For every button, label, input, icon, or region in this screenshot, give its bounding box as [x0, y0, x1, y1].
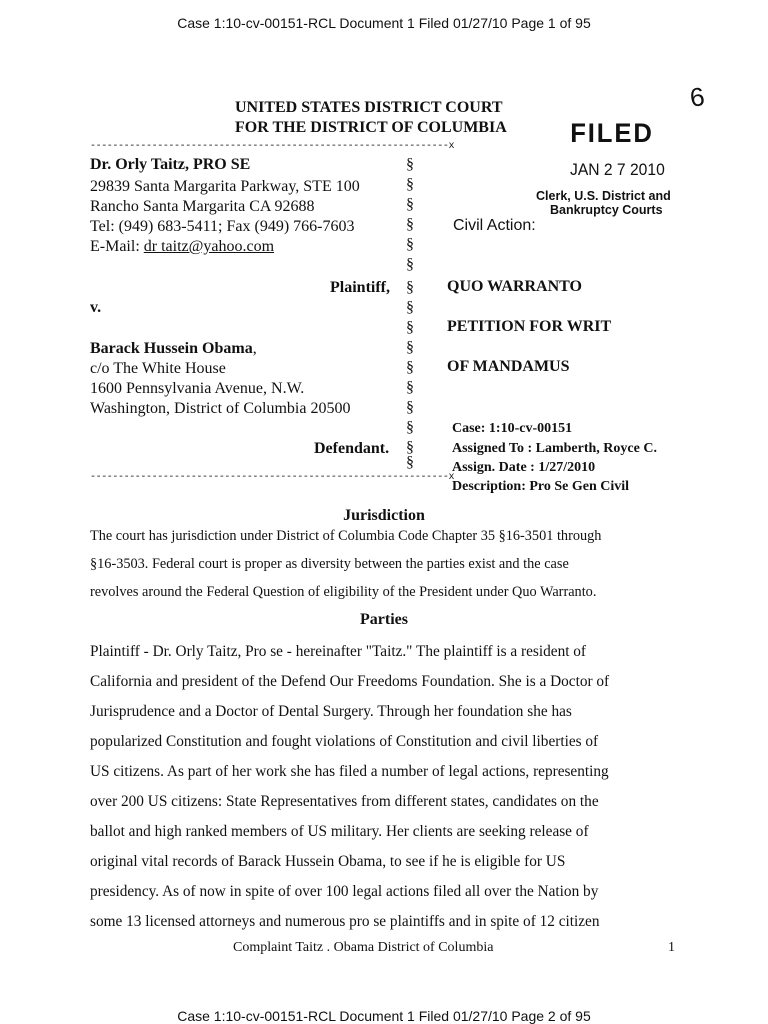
case-description: Description: Pro Se Gen Civil — [452, 479, 630, 494]
section-symbol: § — [406, 399, 414, 416]
caption-divider-top: ----------------------------------------------------------------x — [90, 141, 455, 152]
jurisdiction-paragraph — [90, 522, 690, 606]
parties-line: presidency. As of now in spite of over 100 legal actions filed all over the Nation by — [90, 883, 599, 900]
plaintiff-email-label: E-Mail: — [90, 238, 144, 255]
defendant-name-comma: , — [252, 340, 257, 357]
plaintiff-role-label: Plaintiff, — [330, 279, 390, 296]
defendant-name: Barack Hussein Obama — [90, 340, 253, 357]
versus-label: v. — [90, 299, 102, 316]
parties-line: Plaintiff - Dr. Orly Taitz, Pro se - hereinafter "Taitz." The plaintiff is a resident of — [90, 643, 587, 660]
plaintiff-email-line — [90, 237, 274, 257]
parties-line: over 200 US citizens: State Representatives from different states, candidates on the — [90, 793, 599, 810]
plaintiff-address-2: Rancho Santa Margarita CA 92688 — [90, 198, 315, 215]
case-header: Case 1:10-cv-00151-RCL Document 1 Filed 01/27/10 Page 1 of 95 — [177, 15, 591, 31]
section-symbol: § — [406, 339, 414, 356]
parties-line: Jurisprudence and a Doctor of Dental Surgery. Through her foundation she has — [90, 703, 572, 720]
court-name-line-1: UNITED STATES DISTRICT COURT — [235, 99, 503, 116]
parties-line: US citizens. As part of her work she has filed a number of legal actions, representing — [90, 763, 609, 780]
case-number: Case: 1:10-cv-00151 — [452, 421, 573, 436]
parties-line: original vital records of Barack Hussein Obama, to see if he is eligible for US — [90, 853, 566, 870]
jurisdiction-line: revolves around the Federal Question of eligibility of the President under Quo Warranto. — [90, 584, 597, 600]
section-symbol: § — [406, 176, 414, 193]
parties-line: some 13 licensed attorneys and numerous pro se plaintiffs and in spite of 12 citizen — [90, 913, 600, 930]
jurisdiction-heading: Jurisdiction — [343, 507, 425, 524]
court-name-line-2: FOR THE DISTRICT OF COLUMBIA — [235, 119, 507, 136]
plaintiff-email-link[interactable]: dr taitz@yahoo.com — [143, 238, 275, 255]
section-symbol: § — [406, 156, 414, 173]
page-footer-text: Complaint Taitz . Obama District of Columbia — [233, 940, 494, 955]
section-symbol: § — [406, 379, 414, 396]
parties-paragraph — [90, 637, 690, 937]
defendant-address-1: c/o The White House — [90, 360, 226, 377]
parties-line: popularized Constitution and fought violations of Constitution and civil liberties of — [90, 733, 599, 750]
section-symbol: § — [406, 216, 414, 233]
section-symbol: § — [406, 279, 414, 296]
section-symbol: § — [406, 419, 414, 436]
caption-divider-bottom: ----------------------------------------------------------------x — [90, 472, 455, 483]
plaintiff-address-1: 29839 Santa Margarita Parkway, STE 100 — [90, 178, 360, 195]
section-symbol: § — [406, 439, 414, 456]
handwritten-mark: 6 — [687, 81, 707, 113]
plaintiff-phone: Tel: (949) 683-5411; Fax (949) 766-7603 — [90, 218, 355, 235]
section-symbol: § — [406, 256, 414, 273]
clerk-stamp-line-2: Bankruptcy Courts — [550, 203, 663, 217]
section-symbol: § — [406, 299, 414, 316]
plaintiff-name: Dr. Orly Taitz, PRO SE — [90, 156, 251, 173]
section-symbol: § — [406, 236, 414, 253]
page-number: 1 — [668, 940, 675, 955]
title-of-mandamus: OF MANDAMUS — [447, 358, 570, 375]
parties-line: ballot and high ranked members of US military. Her clients are seeking release of — [90, 823, 589, 840]
section-symbol: § — [406, 319, 414, 336]
parties-heading: Parties — [360, 611, 408, 628]
assigned-judge: Assigned To : Lamberth, Royce C. — [452, 441, 657, 456]
filed-stamp: FILED — [570, 118, 654, 148]
assign-date: Assign. Date : 1/27/2010 — [452, 460, 596, 475]
jurisdiction-line: The court has jurisdiction under District of Columbia Code Chapter 35 §16-3501 through — [90, 528, 602, 544]
next-page-case-header: Case 1:10-cv-00151-RCL Document 1 Filed 01/27/10 Page 2 of 95 — [177, 1008, 591, 1024]
defendant-address-2: 1600 Pennsylvania Avenue, N.W. — [90, 380, 305, 397]
defendant-name-line — [90, 339, 257, 359]
title-quo-warranto: QUO WARRANTO — [447, 278, 582, 295]
defendant-role-label: Defendant. — [314, 440, 390, 457]
clerk-stamp-line-1: Clerk, U.S. District and — [536, 189, 671, 203]
civil-action-label: Civil Action: — [453, 217, 536, 234]
section-symbol: § — [406, 454, 414, 471]
section-symbol: § — [406, 196, 414, 213]
parties-line: California and president of the Defend Our Freedoms Foundation. She is a Doctor of — [90, 673, 610, 690]
jurisdiction-line: §16-3503. Federal court is proper as diversity between the parties exist and the case — [90, 556, 569, 572]
section-symbol: § — [406, 359, 414, 376]
title-petition-for-writ: PETITION FOR WRIT — [447, 318, 612, 335]
filed-stamp-date: JAN 2 7 2010 — [570, 160, 665, 179]
defendant-address-3: Washington, District of Columbia 20500 — [90, 400, 351, 417]
